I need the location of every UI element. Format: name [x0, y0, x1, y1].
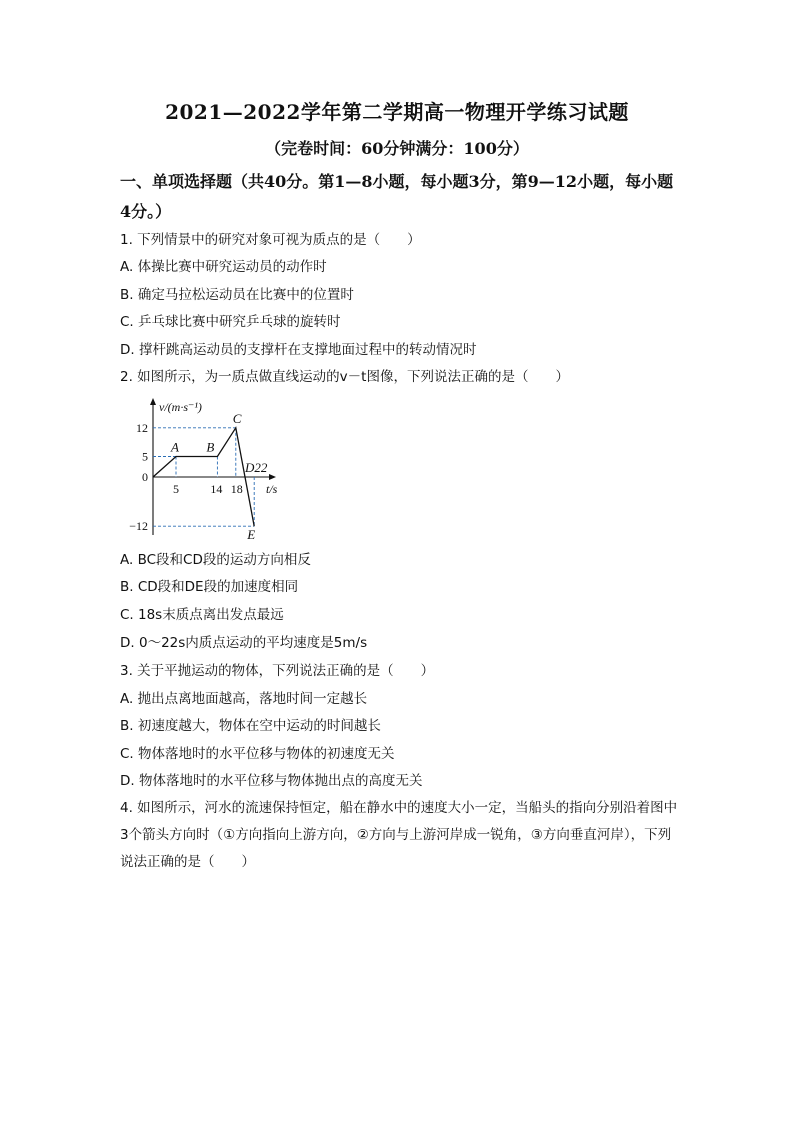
y-axis-arrow — [150, 398, 156, 405]
x-tick-18: 18 — [230, 482, 243, 496]
question-1-option-b: B. 确定马拉松运动员在比赛中的位置时 — [120, 287, 354, 303]
question-3-option-b: B. 初速度越大，物体在空中运动的时间越长 — [120, 718, 381, 734]
section-heading: 一、单项选择题（共40分。第1—8小题，每小题3分，第9—12小题，每小题4分。） — [120, 172, 674, 221]
y-tick-12: 12 — [136, 420, 148, 435]
x-axis-arrow — [269, 474, 276, 480]
question-2-option-b: B. CD段和DE段的加速度相同 — [120, 579, 299, 595]
question-2-option-a: A. BC段和CD段的运动方向相反 — [120, 552, 311, 568]
question-1-stem: 1. 下列情景中的研究对象可视为质点的是（ ） — [120, 232, 421, 248]
point-label-b: B — [206, 439, 215, 455]
question-3-stem: 3. 关于平抛运动的物体，下列说法正确的是（ ） — [120, 663, 435, 679]
question-2-option-d: D. 0～22s内质点运动的平均速度是5m/s — [120, 635, 368, 651]
question-3-option-d: D. 物体落地时的水平位移与物体抛出点的高度无关 — [120, 773, 423, 789]
y-tick-0: 0 — [142, 470, 148, 484]
point-label-a: A — [171, 439, 179, 455]
x-axis-label: t/s — [266, 482, 278, 496]
point-label-e: E — [247, 527, 256, 543]
point-label-d: D22 — [245, 460, 268, 475]
question-1-option-c: C. 乒乓球比赛中研究乒乓球的旋转时 — [120, 314, 341, 330]
exam-title: 2021—2022学年第二学期高一物理开学练习试题 — [165, 100, 629, 124]
question-4-stem: 4. 如图所示，河水的流速保持恒定，船在静水中的速度大小一定，当船头的指向分别沿着图中3个箭头方向时（①方向指向上游方向，②方向与上游河岸成一锐角，③方向垂直河岸），下列说法正确的是（ ） — [120, 800, 678, 870]
vt-graph — [129, 395, 295, 545]
question-2-stem: 2. 如图所示，为一质点做直线运动的v－t图像，下列说法正确的是（ ） — [120, 369, 569, 385]
question-2-option-c: C. 18s末质点离出发点最远 — [120, 607, 284, 623]
point-label-c: C — [232, 410, 242, 426]
question-1-option-d: D. 撑杆跳高运动员的支撑杆在支撑地面过程中的转动情况时 — [120, 342, 477, 358]
question-1-option-a: A. 体操比赛中研究运动员的动作时 — [120, 259, 327, 275]
y-tick-neg12: −12 — [129, 519, 148, 534]
exam-subtitle: （完卷时间：60分钟满分：100分） — [265, 139, 529, 158]
question-3-option-a: A. 抛出点离地面越高，落地时间一定越长 — [120, 691, 368, 707]
x-tick-14: 14 — [210, 482, 223, 496]
question-3-option-c: C. 物体落地时的水平位移与物体的初速度无关 — [120, 746, 395, 762]
y-axis-label: v/(m·s⁻¹) — [159, 400, 202, 414]
x-tick-5: 5 — [173, 482, 179, 496]
y-tick-5: 5 — [142, 449, 148, 464]
